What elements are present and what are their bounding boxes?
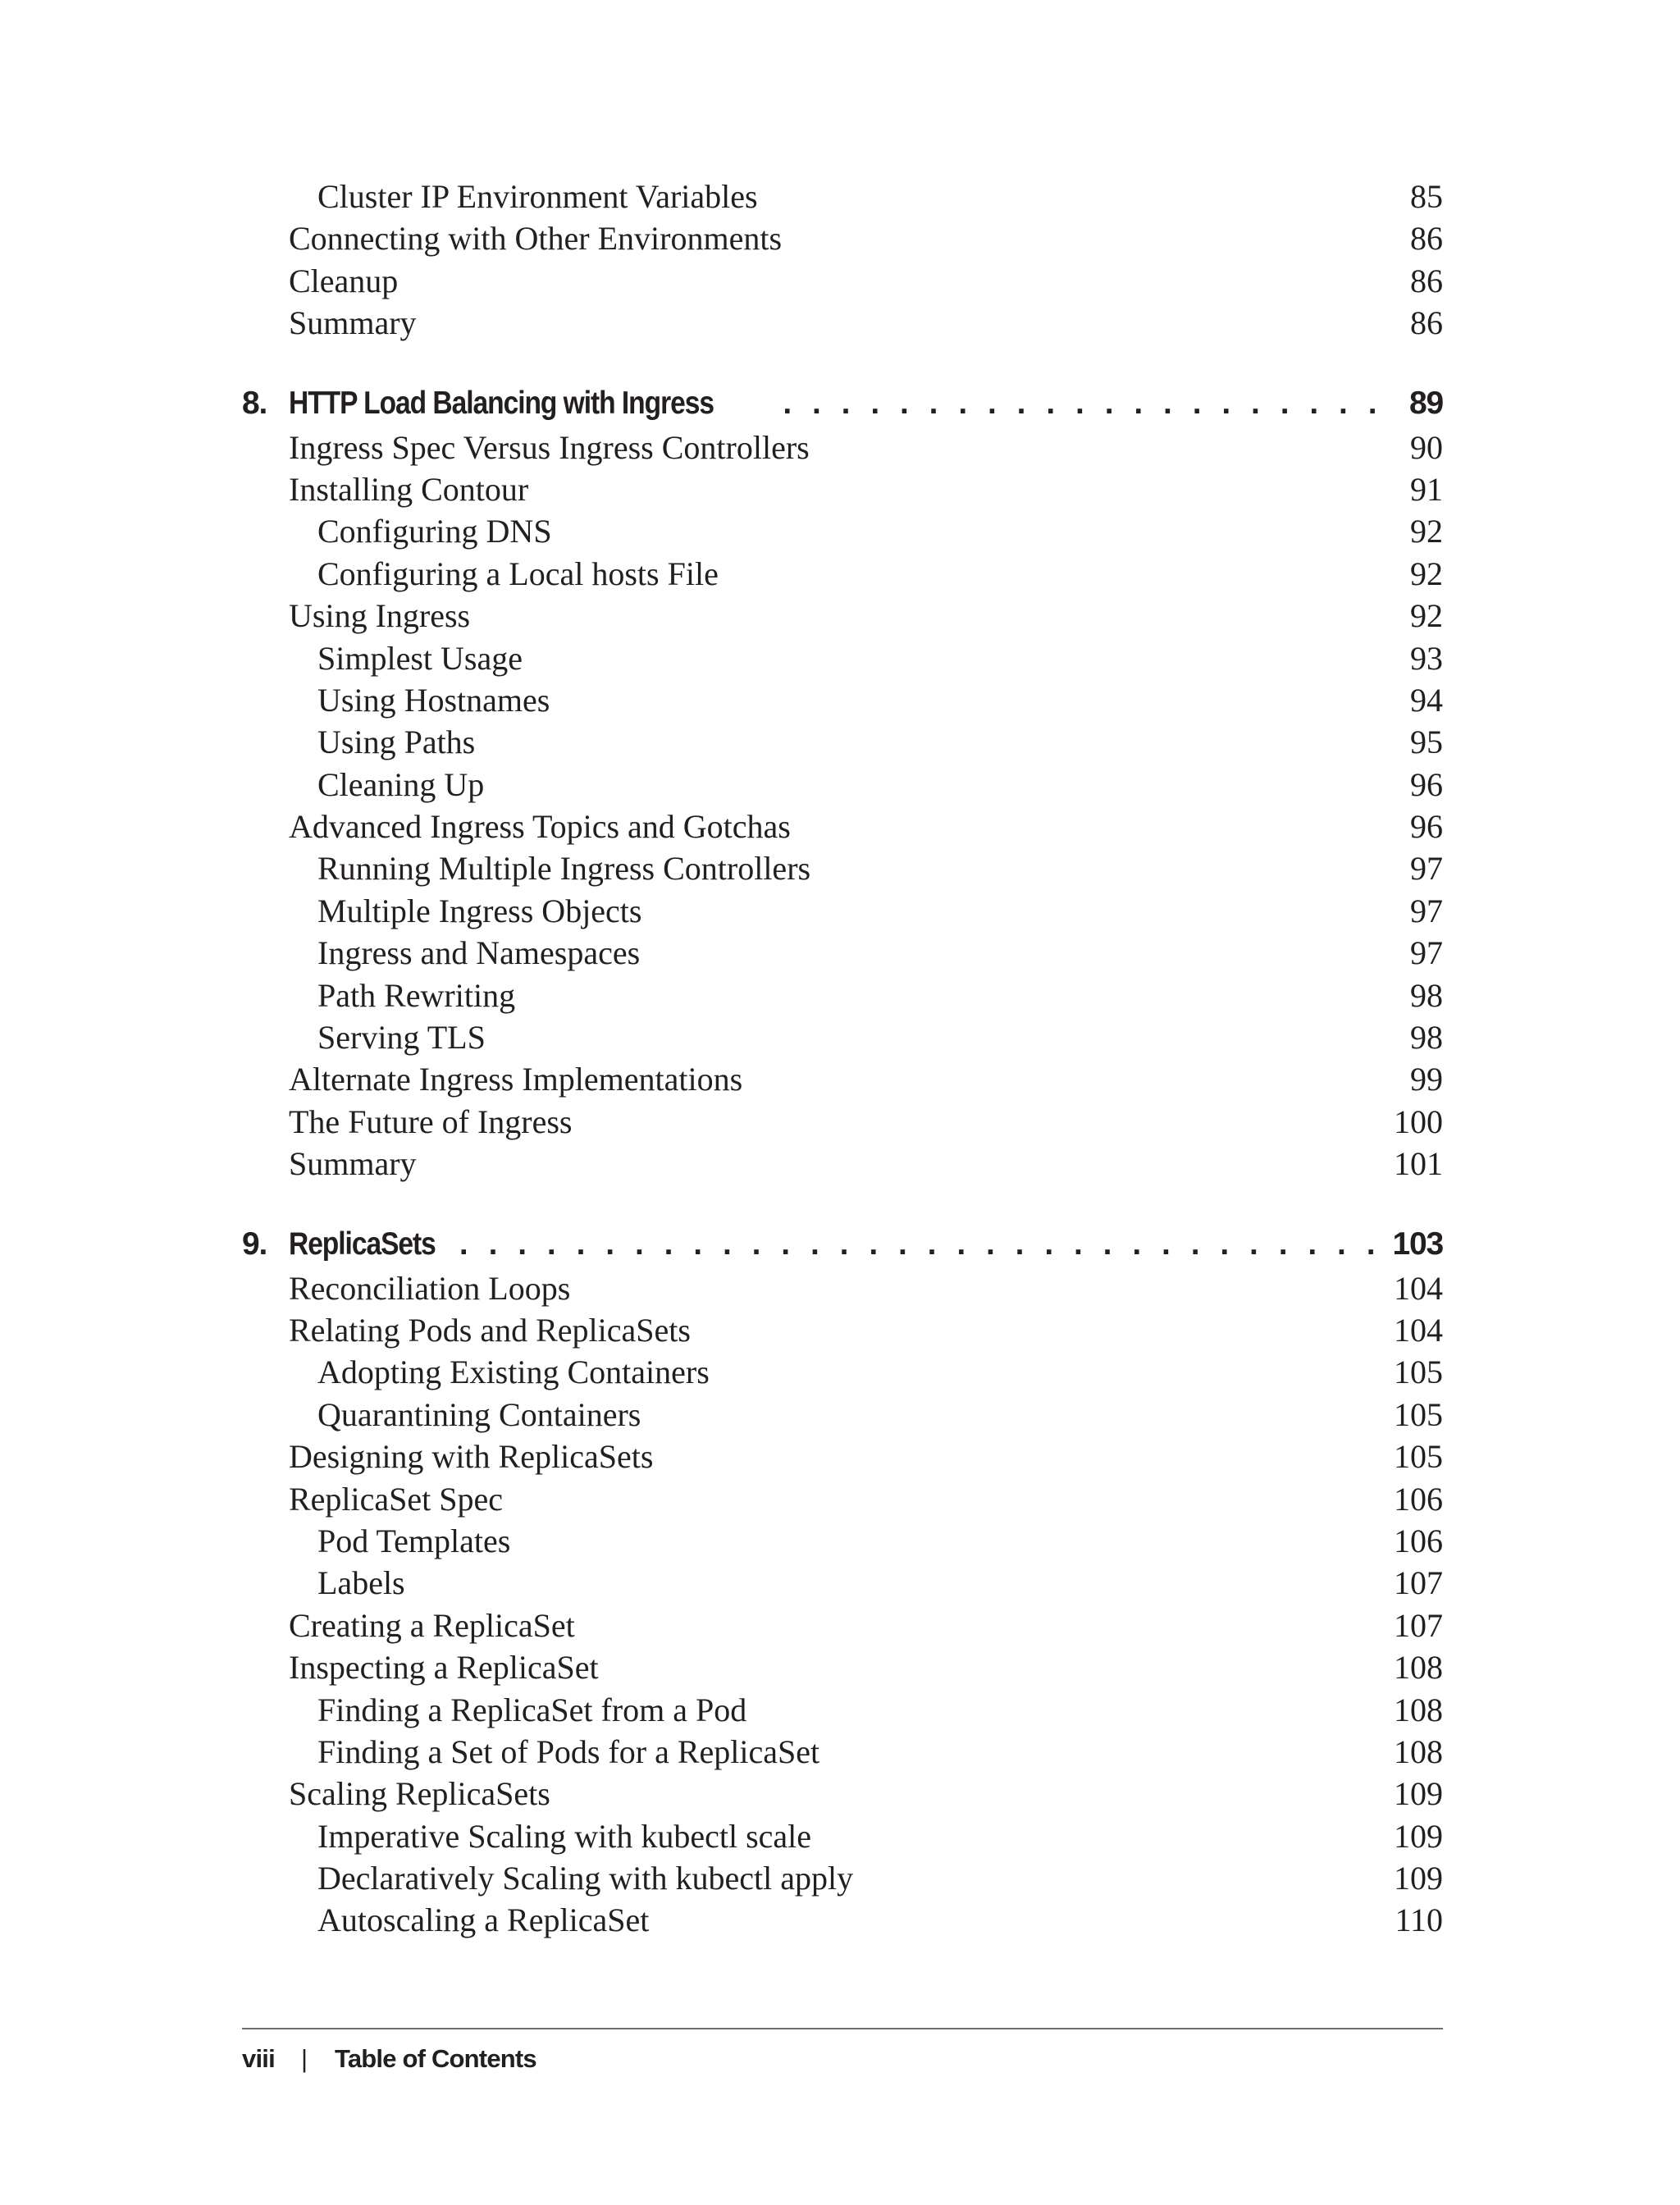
toc-section-entry[interactable]	[242, 1605, 1443, 1646]
toc-entry-title: Reconciliation Loops	[289, 1269, 571, 1307]
running-title: Table of Contents	[335, 2044, 536, 2073]
toc-section-entry[interactable]	[242, 1309, 1443, 1351]
toc-entry-page-number: 92	[1410, 513, 1443, 550]
toc-section-entry[interactable]	[242, 1646, 1443, 1688]
toc-chapter-heading[interactable]	[242, 1221, 1443, 1267]
chapter-page-number: 103	[1392, 1226, 1443, 1262]
toc-entry-page-number: 107	[1394, 1564, 1443, 1602]
toc-entry-page-number: 95	[1410, 724, 1443, 761]
toc-entry-page-number: 92	[1410, 555, 1443, 592]
toc-subsection-entry[interactable]	[242, 721, 1443, 763]
toc-entry-title: Summary	[289, 304, 417, 342]
toc-entry-title: Using Paths	[317, 724, 476, 761]
toc-section-entry[interactable]	[242, 427, 1443, 468]
toc-entry-page-number: 92	[1410, 597, 1443, 635]
toc-entry-page-number: 96	[1410, 808, 1443, 846]
toc-entry-title: Configuring DNS	[317, 513, 552, 550]
toc-section-entry[interactable]	[242, 468, 1443, 510]
toc-entry-title: Multiple Ingress Objects	[317, 892, 642, 929]
toc-subsection-entry[interactable]	[242, 975, 1443, 1016]
toc-subsection-entry[interactable]	[242, 847, 1443, 889]
toc-subsection-entry[interactable]	[242, 1731, 1443, 1773]
toc-subsection-entry[interactable]	[242, 1689, 1443, 1731]
toc-entry-title: Ingress Spec Versus Ingress Controllers	[289, 428, 810, 466]
toc-entry-page-number: 97	[1410, 850, 1443, 888]
toc-entry-page-number: 99	[1410, 1061, 1443, 1098]
page-folio: viii	[242, 2044, 275, 2073]
toc-subsection-entry[interactable]	[242, 1857, 1443, 1899]
toc-entry-page-number: 101	[1394, 1145, 1443, 1183]
toc-entry-title: Designing with ReplicaSets	[289, 1438, 654, 1476]
toc-entry-title: Finding a Set of Pods for a ReplicaSet	[317, 1732, 820, 1770]
toc-section-entry[interactable]	[242, 1058, 1443, 1100]
toc-entry-page-number: 86	[1410, 262, 1443, 299]
chapter-leader-line	[289, 1221, 1443, 1267]
toc-entry-page-number: 85	[1410, 178, 1443, 215]
toc-section-entry[interactable]	[242, 260, 1443, 302]
toc-subsection-entry[interactable]	[242, 1351, 1443, 1393]
toc-section-entry[interactable]	[242, 1436, 1443, 1477]
toc-section-entry[interactable]	[242, 217, 1443, 259]
chapter-title: HTTP Load Balancing with Ingress	[289, 385, 714, 421]
toc-entry-title: The Future of Ingress	[289, 1102, 573, 1140]
toc-entry-title: Cluster IP Environment Variables	[317, 178, 758, 215]
toc-entry-page-number: 106	[1394, 1522, 1443, 1559]
toc-entry-title: Alternate Ingress Implementations	[289, 1061, 743, 1098]
toc-entry-page-number: 104	[1394, 1311, 1443, 1349]
toc-entry-title: Finding a ReplicaSet from a Pod	[317, 1691, 747, 1728]
toc-entry-page-number: 96	[1410, 765, 1443, 803]
toc-subsection-entry[interactable]	[242, 510, 1443, 552]
toc-entry-title: Serving TLS	[317, 1019, 486, 1057]
toc-entry-page-number: 97	[1410, 934, 1443, 972]
toc-section-entry[interactable]	[242, 1267, 1443, 1309]
toc-subsection-entry[interactable]	[242, 679, 1443, 721]
toc-section-entry[interactable]	[242, 1143, 1443, 1185]
toc-section-entry[interactable]	[242, 806, 1443, 847]
toc-subsection-entry[interactable]	[242, 890, 1443, 932]
toc-section-entry[interactable]	[242, 1101, 1443, 1143]
toc-entry-page-number: 105	[1394, 1395, 1443, 1433]
toc-entry-page-number: 91	[1410, 470, 1443, 508]
toc-entry-page-number: 97	[1410, 892, 1443, 929]
toc-subsection-entry[interactable]	[242, 1899, 1443, 1941]
toc-entry-page-number: 108	[1394, 1732, 1443, 1770]
toc-entry-page-number: 107	[1394, 1606, 1443, 1644]
toc-entry-page-number: 110	[1395, 1901, 1443, 1939]
toc-entry-title: Pod Templates	[317, 1522, 511, 1559]
toc-subsection-entry[interactable]	[242, 1016, 1443, 1058]
toc-entry-page-number: 86	[1410, 220, 1443, 258]
toc-entry-page-number: 98	[1410, 1019, 1443, 1057]
toc-entry-page-number: 86	[1410, 304, 1443, 342]
toc-entry-page-number: 98	[1410, 976, 1443, 1014]
toc-entry-title: Running Multiple Ingress Controllers	[317, 850, 811, 888]
toc-subsection-entry[interactable]	[242, 1815, 1443, 1857]
toc-entry-page-number: 94	[1410, 681, 1443, 719]
chapter-number: 8.	[242, 385, 267, 421]
toc-entry-title: Autoscaling a ReplicaSet	[317, 1901, 650, 1939]
toc-entry-page-number: 90	[1410, 428, 1443, 466]
toc-entry-title: Ingress and Namespaces	[317, 934, 641, 972]
toc-entry-title: Creating a ReplicaSet	[289, 1606, 575, 1644]
dot-leaders	[783, 381, 1398, 427]
footer-rule	[242, 2028, 1443, 2029]
toc-entry-title: Adopting Existing Containers	[317, 1354, 710, 1391]
toc-subsection-entry[interactable]	[242, 1520, 1443, 1562]
table-of-contents	[242, 176, 1443, 1942]
toc-entry-title: ReplicaSet Spec	[289, 1480, 504, 1518]
toc-entry-page-number: 93	[1410, 639, 1443, 677]
toc-subsection-entry[interactable]	[242, 1394, 1443, 1436]
toc-entry-title: Cleaning Up	[317, 765, 485, 803]
toc-entry-title: Cleanup	[289, 262, 399, 299]
toc-section-entry[interactable]	[242, 595, 1443, 637]
toc-entry-page-number: 104	[1394, 1269, 1443, 1307]
toc-entry-title: Advanced Ingress Topics and Gotchas	[289, 808, 791, 846]
toc-entry-title: Imperative Scaling with kubectl scale	[317, 1817, 812, 1855]
toc-entry-title: Labels	[317, 1564, 405, 1602]
toc-entry-page-number: 105	[1394, 1438, 1443, 1476]
chapter-number: 9.	[242, 1226, 267, 1262]
toc-entry-title: Configuring a Local hosts File	[317, 555, 719, 592]
toc-entry-title: Using Ingress	[289, 597, 471, 635]
toc-entry-title: Simplest Usage	[317, 639, 523, 677]
toc-subsection-entry[interactable]	[242, 764, 1443, 806]
toc-entry-title: Scaling ReplicaSets	[289, 1775, 550, 1813]
chapter-title: ReplicaSets	[289, 1226, 436, 1262]
toc-entry-title: Using Hostnames	[317, 681, 550, 719]
toc-entry-page-number: 109	[1394, 1775, 1443, 1813]
toc-entry-page-number: 109	[1394, 1860, 1443, 1897]
toc-entry-page-number: 106	[1394, 1480, 1443, 1518]
dot-leaders	[459, 1221, 1381, 1267]
toc-entry-page-number: 108	[1394, 1649, 1443, 1687]
toc-subsection-entry[interactable]	[242, 932, 1443, 974]
toc-subsection-entry[interactable]	[242, 637, 1443, 679]
toc-section-entry[interactable]	[242, 1773, 1443, 1815]
toc-entry-title: Quarantining Containers	[317, 1395, 641, 1433]
toc-entry-title: Summary	[289, 1145, 417, 1183]
toc-entry-page-number: 105	[1394, 1354, 1443, 1391]
footer-separator: |	[301, 2044, 308, 2073]
toc-subsection-entry[interactable]	[242, 553, 1443, 595]
toc-entry-title: Declaratively Scaling with kubectl apply	[317, 1860, 854, 1897]
toc-entry-title: Connecting with Other Environments	[289, 220, 783, 258]
toc-entry-page-number: 100	[1394, 1102, 1443, 1140]
toc-subsection-entry[interactable]	[242, 176, 1443, 217]
toc-subsection-entry[interactable]	[242, 1562, 1443, 1604]
toc-entry-title: Relating Pods and ReplicaSets	[289, 1311, 691, 1349]
toc-section-entry[interactable]	[242, 302, 1443, 344]
toc-section-entry[interactable]	[242, 1478, 1443, 1520]
toc-chapter-heading[interactable]	[242, 381, 1443, 427]
chapter-leader-line	[289, 381, 1443, 427]
toc-entry-title: Inspecting a ReplicaSet	[289, 1649, 599, 1687]
toc-entry-title: Installing Contour	[289, 470, 529, 508]
toc-entry-page-number: 109	[1394, 1817, 1443, 1855]
toc-entry-page-number: 108	[1394, 1691, 1443, 1728]
chapter-page-number: 89	[1409, 385, 1443, 421]
toc-entry-title: Path Rewriting	[317, 976, 516, 1014]
